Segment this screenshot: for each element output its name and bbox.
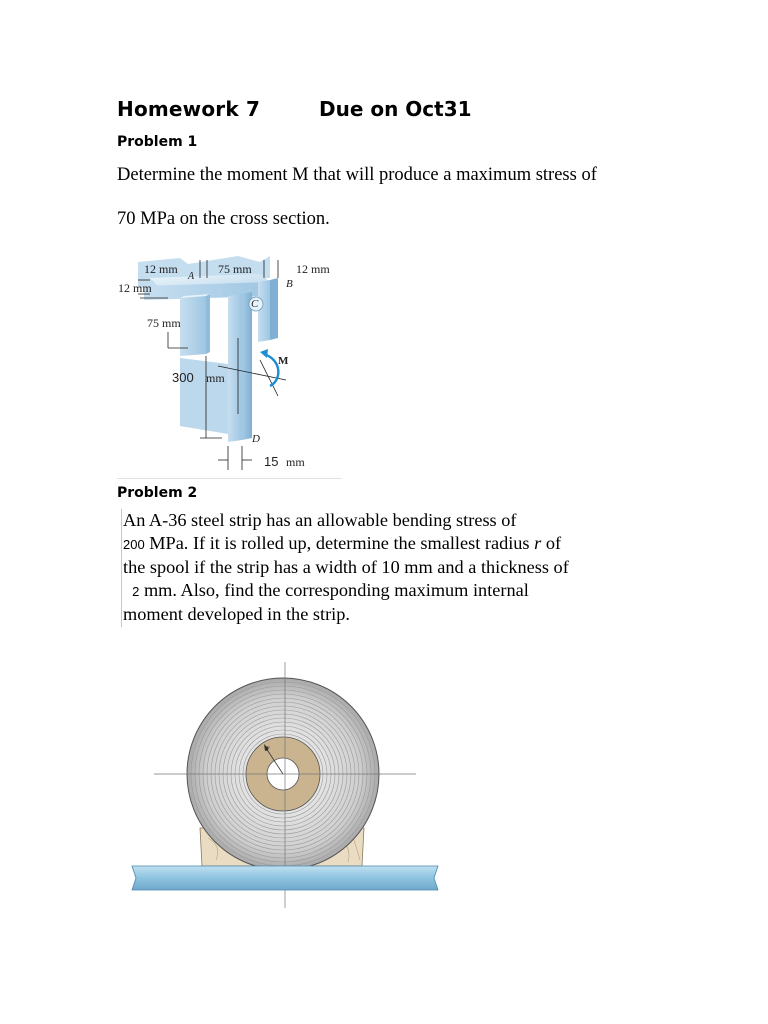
thickness-value: 2 bbox=[132, 583, 140, 599]
problem-1-text-line-1: Determine the moment M that will produce a maximum stress of bbox=[117, 165, 597, 185]
due-date: Due on Oct31 bbox=[319, 97, 472, 121]
web-value: 15 bbox=[264, 454, 279, 469]
point-d-label: D bbox=[252, 433, 260, 445]
moment-label: M bbox=[278, 355, 289, 367]
dim-top-left: 12 mm bbox=[144, 262, 178, 276]
problem-2-line-4 bbox=[123, 579, 625, 604]
point-b-label: B bbox=[286, 278, 293, 290]
stress-value: 200 bbox=[123, 536, 145, 552]
homework-title: Homework 7 bbox=[117, 97, 261, 121]
problem-1-text-line-2: 70 MPa on the cross section. bbox=[117, 209, 330, 229]
web-unit: mm bbox=[286, 455, 305, 469]
problem-1-label: Problem 1 bbox=[117, 134, 198, 150]
dim-top-right: 12 mm bbox=[296, 262, 330, 276]
beam-cross-section-figure bbox=[110, 248, 350, 478]
problem-2-text bbox=[123, 509, 625, 626]
problem-2-line-2 bbox=[123, 532, 625, 557]
problem-2-line-4-text: mm. Also, find the corresponding maximum internal bbox=[139, 579, 529, 600]
problem-2-line-2-end: of bbox=[541, 532, 562, 553]
problem-2-line-3: the spool if the strip has a width of 10 mm and a thickness of bbox=[123, 557, 569, 577]
radius-label: r bbox=[266, 743, 270, 753]
radius-symbol: r bbox=[534, 532, 542, 553]
point-a-label: A bbox=[188, 271, 195, 282]
problem-2-line-2-text: MPa. If it is rolled up, determine the smallest radius bbox=[144, 532, 535, 553]
problem-2-line-1: An A-36 steel strip has an allowable bending stress of bbox=[123, 510, 517, 530]
problem-2-line-5: moment developed in the strip. bbox=[123, 604, 350, 624]
problem-2-margin-bar bbox=[121, 509, 122, 627]
dim-left: 12 mm bbox=[118, 281, 152, 295]
dim-top-mid: 75 mm bbox=[218, 262, 252, 276]
spool-figure bbox=[126, 656, 446, 912]
height-value: 300 bbox=[172, 370, 194, 385]
height-unit: mm bbox=[206, 371, 225, 385]
dim-left-depth: 75 mm bbox=[147, 316, 181, 330]
point-c-label: C bbox=[251, 298, 259, 310]
figure-separator bbox=[117, 478, 342, 479]
problem-2-label: Problem 2 bbox=[117, 485, 198, 501]
